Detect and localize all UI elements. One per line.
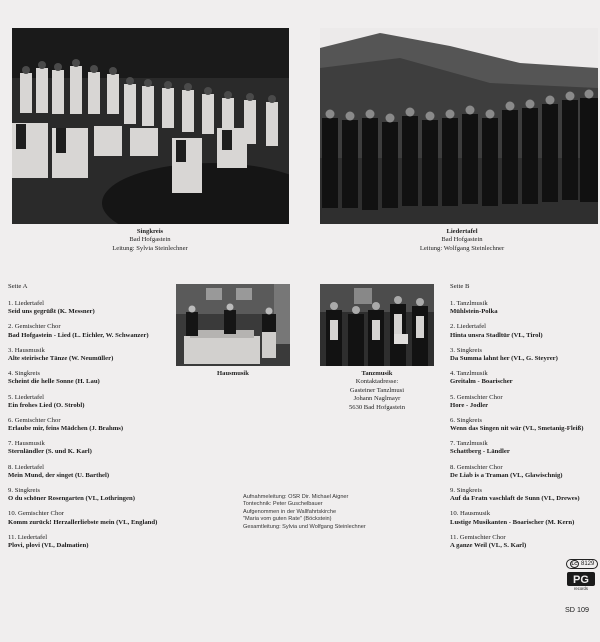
- caption-tanzmusik-name: Tanzmusik: [361, 370, 393, 377]
- side-a-track: [8, 464, 178, 480]
- side-a-title: Seite A: [8, 283, 28, 290]
- track-heading: 9. Singkreis: [8, 487, 40, 495]
- track-title: Greitalm - Boarischer: [450, 378, 513, 386]
- track-heading: 4. Tanzlmusik: [450, 370, 488, 378]
- track-heading: 8. Gemischter Chor: [450, 463, 503, 471]
- side-b-track: [450, 323, 598, 339]
- side-b-track: [450, 417, 598, 433]
- contact-line: Johann Naglmayr: [353, 395, 401, 403]
- caption-singkreis-name: Singkreis: [136, 228, 164, 235]
- caption-singkreis: [80, 228, 220, 253]
- pg-records-logo: [566, 571, 596, 595]
- side-a-track: [8, 440, 178, 456]
- side-b-track: [450, 347, 598, 363]
- track-title: A ganze Weil (VL, S. Karl): [450, 541, 527, 549]
- track-heading: 11. Liedertafel: [8, 533, 48, 541]
- caption-tanzmusik-contact-label: Kontaktadresse:: [355, 378, 399, 386]
- caption-liedertafel-place: Bad Hofgastein: [441, 236, 483, 244]
- photo-singkreis: [12, 28, 289, 224]
- side-b-title: Seite B: [450, 283, 470, 290]
- caption-liedertafel-lead: Leitung: Wolfgang Steinlechner: [419, 244, 505, 252]
- credit-line: Tontechnik: Peter Guschelbauer: [243, 501, 323, 508]
- track-title: Alte steirische Tänze (W. Neumüller): [8, 354, 114, 362]
- side-a-track: [8, 323, 178, 339]
- track-title: Sternländler (S. und K. Karl): [8, 448, 92, 456]
- logo-mark: PG: [573, 574, 589, 586]
- track-title: Erlaube mir, feins Mädchen (J. Brahms): [8, 425, 124, 433]
- track-heading: 2. Liedertafel: [450, 323, 487, 331]
- logo-text: records: [574, 586, 588, 591]
- track-heading: 7. Hausmusik: [8, 440, 45, 448]
- caption-singkreis-lead: Leitung: Sylvia Steinlechner: [112, 244, 188, 252]
- side-b-track: [450, 510, 598, 526]
- side-b-list: [450, 300, 598, 550]
- caption-tanzmusik: [328, 370, 426, 412]
- track-title: Auf da Fratn vaschlaft de Sunn (VL, Drewes): [450, 495, 580, 503]
- contact-line: 5630 Bad Hofgastein: [348, 403, 406, 411]
- track-title: Schattberg - Ländler: [450, 448, 510, 456]
- credit-line: Gesamtleitung: Sylvia und Wolfgang Steinlechner: [243, 523, 366, 530]
- credit-line: Aufnahmeleitung: OSR Dir. Michael Aigner: [243, 494, 349, 500]
- track-title: Mühlstein-Polka: [450, 308, 498, 316]
- label-code-badge: [566, 559, 598, 569]
- caption-singkreis-place: Bad Hofgastein: [129, 236, 171, 244]
- track-title: Hore - Jodler: [450, 401, 489, 409]
- side-b-track: [450, 370, 598, 386]
- lc-mark: LC: [571, 561, 578, 566]
- photo-hausmusik: [176, 284, 290, 366]
- track-title: Da Summa lahnt her (VL, G. Steyrer): [450, 354, 558, 362]
- track-heading: 11. Gemischter Chor: [450, 533, 506, 541]
- side-b-track: [450, 394, 598, 410]
- side-a-track: [8, 300, 178, 316]
- track-heading: 8. Liedertafel: [8, 463, 45, 471]
- side-b-track: [450, 300, 598, 316]
- caption-liedertafel: [387, 228, 537, 253]
- track-heading: 3. Singkreis: [450, 346, 482, 354]
- track-title: Lustige Musikanten - Boarischer (M. Kern): [450, 518, 575, 526]
- track-title: Seid uns gegrüßt (K. Messner): [8, 308, 95, 316]
- lc-number: 8129: [581, 561, 595, 567]
- track-heading: 7. Tanzlmusik: [450, 440, 488, 448]
- track-heading: 2. Gemischter Chor: [8, 323, 61, 331]
- track-heading: 3. Hausmusik: [8, 346, 45, 354]
- side-a-track: [8, 347, 178, 363]
- recording-credits: [243, 494, 366, 531]
- track-heading: 6. Gemischter Chor: [8, 416, 61, 424]
- side-a-track: [8, 510, 178, 526]
- side-a-tracklist: [8, 283, 178, 557]
- track-title: Komm zurück! Herzallerliebste mein (VL, England): [8, 518, 158, 526]
- side-b-track: [450, 487, 598, 503]
- side-a-track: [8, 534, 178, 550]
- track-heading: 6. Singkreis: [450, 416, 482, 424]
- track-heading: 4. Singkreis: [8, 370, 40, 378]
- credit-line: "Maria vom guten Rate" (Böckstein): [243, 516, 332, 523]
- contact-line: Gasteiner Tanzlmusi: [349, 386, 405, 394]
- side-a-track: [8, 487, 178, 503]
- track-title: O du schöner Rosengarten (VL, Lothringen): [8, 495, 135, 503]
- track-heading: 9. Singkreis: [450, 487, 482, 495]
- track-title: De Liab is a Traman (VL, Glawischnig): [450, 471, 563, 479]
- track-title: Bad Hofgastein - Lied (L. Eichler, W. Schwanzer): [8, 331, 149, 339]
- side-a-list: [8, 300, 178, 550]
- track-heading: 1. Liedertafel: [8, 300, 45, 308]
- caption-tanzmusik-lines: [328, 387, 426, 412]
- track-title: Wenn das Singen nit wär (VL, Smetanig-Fleiß): [450, 425, 584, 433]
- track-heading: 5. Liedertafel: [8, 393, 45, 401]
- caption-hausmusik-name: Hausmusik: [217, 370, 249, 377]
- caption-hausmusik: [196, 370, 270, 378]
- caption-liedertafel-name: Liedertafel: [446, 228, 478, 235]
- track-heading: 5. Gemischter Chor: [450, 393, 503, 401]
- side-b-track: [450, 440, 598, 456]
- side-b-track: [450, 534, 598, 550]
- photo-liedertafel: [320, 28, 598, 224]
- track-title: Scheint die helle Sonne (H. Lau): [8, 378, 100, 386]
- track-title: Mein Mund, der singet (U. Barthel): [8, 471, 110, 479]
- photo-tanzmusik: [320, 284, 434, 366]
- side-a-track: [8, 417, 178, 433]
- side-a-track: [8, 394, 178, 410]
- track-heading: 10. Hausmusik: [450, 510, 491, 518]
- track-title: Hinta unsra Stadltür (VL, Tirol): [450, 331, 543, 339]
- track-title: Plovi, plovi (VL, Dalmatien): [8, 541, 89, 549]
- credit-line: Aufgenommen in der Wallfahrtskirche: [243, 508, 337, 515]
- track-heading: 1. Tanzlmusik: [450, 300, 488, 308]
- side-b-track: [450, 464, 598, 480]
- side-b-tracklist: [450, 283, 598, 557]
- track-heading: 10. Gemischter Chor: [8, 510, 64, 518]
- side-a-track: [8, 370, 178, 386]
- track-title: Ein frohes Lied (O. Strobl): [8, 401, 85, 409]
- catalog-number: SD 109: [565, 605, 589, 614]
